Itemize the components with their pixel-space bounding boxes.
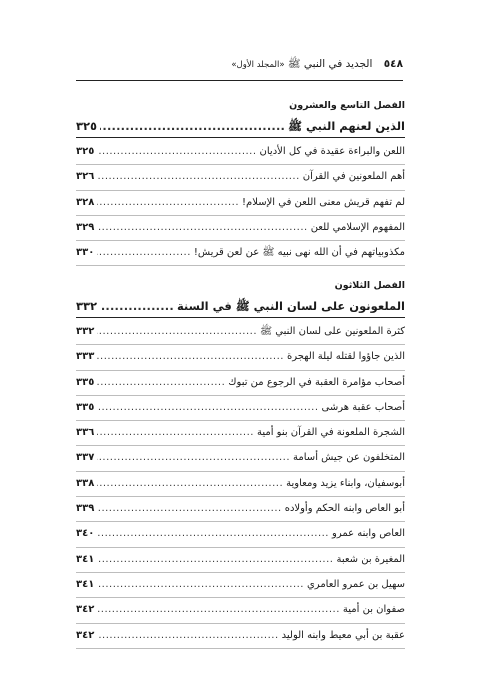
chapter-heading-entry	[76, 295, 405, 318]
page-ref: ٣٣٢	[76, 326, 95, 337]
page-ref: ٣٣٧	[76, 452, 95, 464]
toc-entry	[76, 497, 405, 522]
page-ref: ٣٣٠	[76, 247, 95, 259]
entry-title: أبوسفيان، وابناء يزيد ومعاوية	[286, 477, 405, 489]
entry-title: الذين جاؤوا لقتله ليلة الهجرة	[286, 351, 405, 363]
entry-title: أصحاب عقبة هرشى	[321, 401, 405, 413]
entry-title: الشجرة الملعونة في القرآن بنو أمية	[256, 427, 405, 439]
page-ref: ٣٣٥	[76, 376, 95, 388]
entry-title: لم تفهم قريش معنى اللعن في الإسلام!	[242, 196, 405, 208]
toc-section-29	[76, 100, 405, 266]
page-ref: ٣٤٢	[76, 604, 95, 616]
page-number: ٥٤٨	[383, 58, 403, 70]
toc-entry	[76, 624, 405, 649]
page-ref: ٣٤٢	[76, 629, 95, 641]
dot-leader	[97, 548, 333, 572]
dot-leader	[97, 497, 281, 521]
dot-leader	[100, 115, 285, 137]
toc-entry	[76, 345, 405, 370]
dot-leader	[97, 320, 257, 344]
dot-leader	[97, 598, 340, 622]
page-ref: ٣٤٠	[76, 528, 95, 540]
volume-label: «المجلد الأول»	[231, 60, 285, 70]
toc-section-30	[76, 280, 405, 649]
toc-entry	[76, 371, 405, 396]
dot-leader	[97, 371, 225, 395]
dot-leader	[97, 421, 254, 445]
entry-title: مكذوبياتهم في أن الله نهى نبيه ﷺ عن لعن قريش!	[193, 247, 405, 259]
dot-leader	[97, 345, 284, 369]
page-ref: ٣٤١	[76, 578, 95, 590]
dot-leader	[97, 191, 239, 215]
page-ref: ٣٢٩	[76, 221, 95, 233]
toc-entry	[76, 421, 405, 446]
chapter-title: الذين لعنهم النبي ﷺ	[288, 119, 405, 133]
chapter-label: الفصل الثلاثون	[334, 280, 405, 291]
chapter-label: الفصل التاسع والعشرون	[289, 100, 405, 111]
page-ref: ٣٢٥	[76, 146, 95, 157]
entry-title: كثرة الملعونين على لسان النبي ﷺ	[260, 326, 405, 337]
entry-title: عقبة بن أبي معيط وابنه الوليد	[281, 629, 405, 641]
page-ref: ٣٣٣	[76, 351, 95, 363]
toc-entry	[76, 548, 405, 573]
entry-title: المغيرة بن شعبة	[336, 553, 405, 565]
entry-title: العاص وابنه عمرو	[331, 528, 405, 540]
entry-title: أبو العاص وابنه الحكم وأولاده	[284, 503, 405, 515]
chapter-heading-entry	[76, 115, 405, 138]
entry-title: أهم الملعونين في القرآن	[302, 171, 405, 183]
toc-entry	[76, 216, 405, 241]
page-ref: ٣٣٩	[76, 503, 95, 515]
toc-entry	[76, 472, 405, 497]
toc-entry	[76, 598, 405, 623]
dot-leader	[97, 472, 283, 496]
header-rule	[76, 80, 403, 81]
toc-entry	[76, 446, 405, 471]
page-ref: ٣٣٢	[76, 299, 98, 313]
dot-leader	[97, 624, 278, 648]
page-ref: ٣٣٨	[76, 477, 95, 489]
page-ref: ٣٢٦	[76, 171, 95, 183]
entry-title: اللعن والبراءة عقيدة في كل الأديان	[259, 146, 405, 157]
entry-title: صفوان بن أمية	[342, 604, 405, 616]
page-ref: ٣٢٥	[76, 119, 98, 133]
entry-title: أصحاب مؤامرة العقبة في الرجوع من تبوك	[228, 376, 405, 388]
dot-leader	[97, 241, 191, 265]
dot-leader	[97, 396, 318, 420]
page-ref: ٣٤١	[76, 553, 95, 565]
dot-leader	[97, 165, 299, 189]
chapter-title: الملعونون على لسان النبي ﷺ في السنة	[176, 299, 405, 313]
dot-leader	[97, 522, 329, 546]
entry-title: سهيل بن عمرو العامري	[306, 578, 405, 590]
running-head	[94, 58, 403, 73]
toc-entry	[76, 165, 405, 190]
toc-entry	[76, 396, 405, 421]
toc-entry	[76, 140, 405, 165]
page-ref: ٣٢٨	[76, 196, 95, 208]
dot-leader	[97, 446, 290, 470]
page-ref: ٣٣٥	[76, 401, 95, 413]
toc-entry	[76, 573, 405, 598]
page-ref: ٣٣٦	[76, 427, 95, 439]
toc-entry	[76, 191, 405, 216]
dot-leader	[97, 573, 304, 597]
book-title: الجديد في النبي ﷺ	[287, 58, 373, 70]
toc-entry	[76, 522, 405, 547]
toc-entry	[76, 241, 405, 266]
entry-title: المتخلفون عن جيش أسامة	[293, 452, 405, 464]
toc-entry	[76, 320, 405, 345]
dot-leader	[97, 216, 307, 240]
entry-title: المفهوم الإسلامي للعن	[310, 221, 405, 233]
dot-leader	[100, 295, 174, 317]
dot-leader	[97, 140, 256, 164]
